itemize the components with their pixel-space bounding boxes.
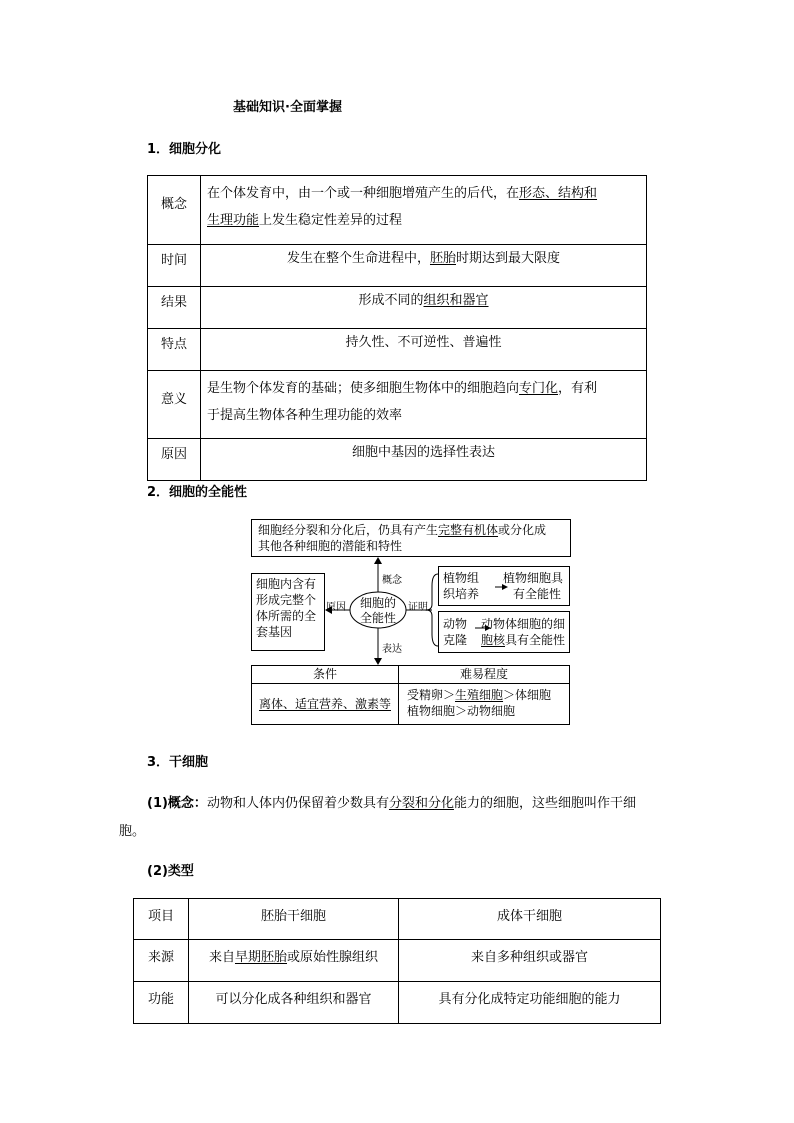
table-row [148, 329, 647, 371]
row-key-source: 来源 [134, 940, 189, 982]
row-value-concept: 在个体发育中，由一个或一种细胞增殖产生的后代，在形态、结构和 生理功能上发生稳定性差异的过程 [201, 176, 647, 245]
animal-box: 动物 克隆 动物体细胞的细 胞核具有全能性 [438, 611, 570, 653]
section1-title: 1．细胞分化 [147, 142, 222, 157]
label-proof: 证明 [408, 602, 428, 613]
label-reason: 原因 [326, 602, 346, 613]
difficulty-text: 受精卵＞生殖细胞＞体细胞 植物细胞＞动物细胞 [398, 683, 570, 725]
row-value-cause: 细胞中基因的选择性表达 [201, 439, 647, 481]
row-key-concept: 概念 [148, 176, 201, 245]
differentiation-table [147, 175, 647, 481]
table-row [148, 287, 647, 329]
difficulty-header: 难易程度 [398, 665, 570, 684]
adult-function: 具有分化成特定功能细胞的能力 [399, 982, 661, 1024]
table-row [148, 176, 647, 245]
row-value-feature: 持久性、不可逆性、普遍性 [201, 329, 647, 371]
plant-box: 植物组 织培养 植物细胞具 有全能性 [438, 566, 570, 606]
adult-source: 来自多种组织或器官 [399, 940, 661, 982]
page-heading: 基础知识·全面掌握 [233, 100, 342, 115]
header-embryonic: 胚胎干细胞 [189, 899, 399, 940]
stem-cell-concept-end: 胞。 [119, 824, 146, 839]
table-row [148, 439, 647, 481]
table-row [134, 982, 661, 1024]
condition-header: 条件 [251, 665, 399, 684]
label-express: 表达 [382, 644, 402, 655]
row-value-result: 形成不同的组织和器官 [201, 287, 647, 329]
stem-cell-table [133, 898, 661, 1024]
table-row [134, 899, 661, 940]
row-value-significance: 是生物个体发育的基础；使多细胞生物体中的细胞趋向专门化，有利 于提高生物体各种生理功能的效率 [201, 371, 647, 439]
row-value-time: 发生在整个生命进程中，胚胎时期达到最大限度 [201, 245, 647, 287]
embryonic-source: 来自早期胚胎或原始性腺组织 [189, 940, 399, 982]
row-key-feature: 特点 [148, 329, 201, 371]
stem-cell-types-title: (2)类型 [147, 864, 194, 879]
concept-box: 细胞经分裂和分化后，仍具有产生完整有机体或分化成 其他各种细胞的潜能和特性 [251, 519, 571, 557]
row-key-function: 功能 [134, 982, 189, 1024]
row-key-result: 结果 [148, 287, 201, 329]
center-label: 细胞的 全能性 [359, 596, 396, 625]
row-key-significance: 意义 [148, 371, 201, 439]
row-key-cause: 原因 [148, 439, 201, 481]
stem-cell-concept: (1)概念：动物和人体内仍保留着少数具有分裂和分化能力的细胞，这些细胞叫作干细 [147, 796, 636, 811]
section2-title: 2．细胞的全能性 [147, 485, 248, 500]
section3-title: 3．干细胞 [147, 755, 209, 770]
header-item: 项目 [134, 899, 189, 940]
reason-box: 细胞内含有 形成完整个 体所需的全 套基因 [251, 573, 325, 651]
header-adult: 成体干细胞 [399, 899, 661, 940]
embryonic-function: 可以分化成各种组织和器官 [189, 982, 399, 1024]
label-concept: 概念 [382, 575, 402, 586]
row-key-time: 时间 [148, 245, 201, 287]
condition-text: 离体、适宜营养、激素等 [251, 683, 399, 725]
table-row [134, 940, 661, 982]
table-row [148, 245, 647, 287]
table-row [148, 371, 647, 439]
